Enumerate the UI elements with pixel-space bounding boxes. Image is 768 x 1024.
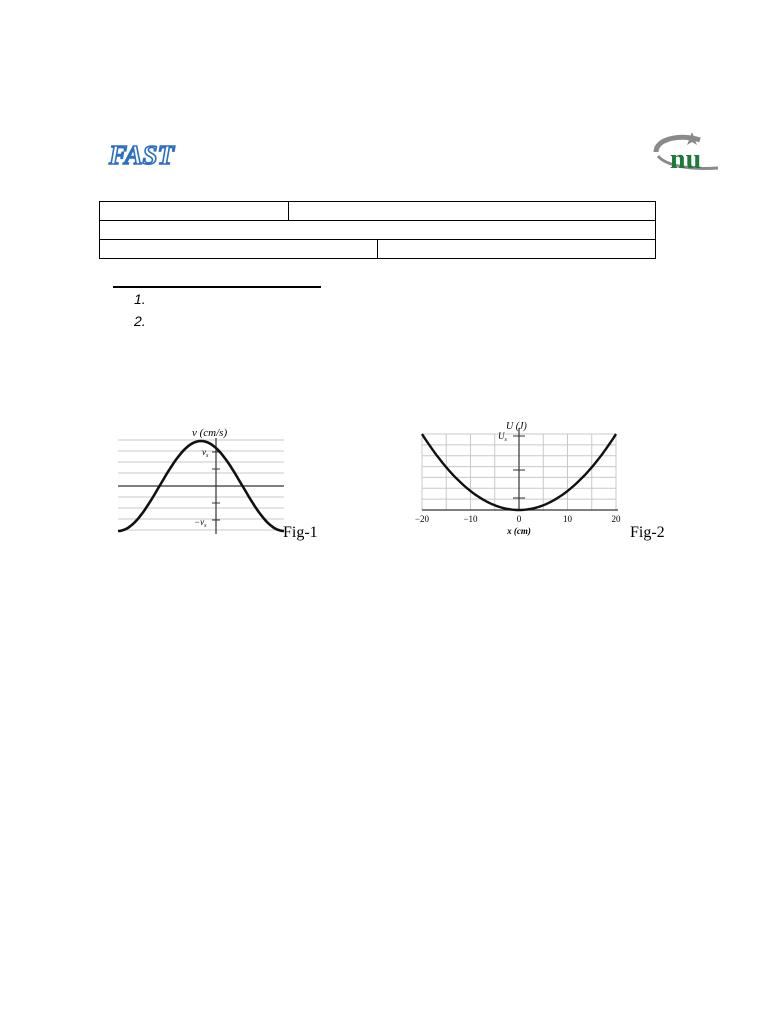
fig2-x-tick-labels — [415, 514, 621, 524]
heading-underline — [113, 286, 321, 288]
fig1-y-axis-label: v (cm/s) — [192, 427, 228, 439]
header-cell — [99, 201, 289, 221]
fast-logo — [108, 138, 175, 170]
fig2-x-tick-label: 20 — [611, 514, 621, 524]
fig2-x-tick-label: −10 — [463, 514, 478, 524]
fig2-caption: Fig-2 — [630, 524, 665, 541]
question-number-1: 1. — [134, 291, 146, 307]
fast-logo-text: FAST — [109, 140, 175, 170]
fig2-x-axis-label: x (cm) — [507, 526, 531, 536]
question-number-2: 2. — [134, 313, 146, 329]
fig2-y-axis-label: U (J) — [506, 421, 527, 432]
header-cell — [288, 201, 656, 221]
nu-logo-text: nu — [670, 144, 702, 175]
fig1-neg-tick-label: $-v_s$ — [194, 517, 207, 529]
figure-2-potential-energy-graph — [408, 418, 628, 548]
header-cell — [377, 239, 656, 259]
nu-logo — [652, 130, 720, 176]
header-cell — [99, 239, 378, 259]
fig2-x-tick-label: −20 — [414, 514, 430, 524]
fig2-x-tick-label: 0 — [516, 514, 522, 524]
figure-1-velocity-graph — [110, 420, 290, 540]
fig1-caption: Fig-1 — [283, 524, 318, 541]
fig2-us-tick-label: $U_s$ — [498, 431, 507, 443]
fig2-x-tick-label: 10 — [563, 514, 572, 524]
header-cell — [99, 220, 656, 240]
fig1-pos-tick-label: $v_s$ — [202, 447, 209, 459]
